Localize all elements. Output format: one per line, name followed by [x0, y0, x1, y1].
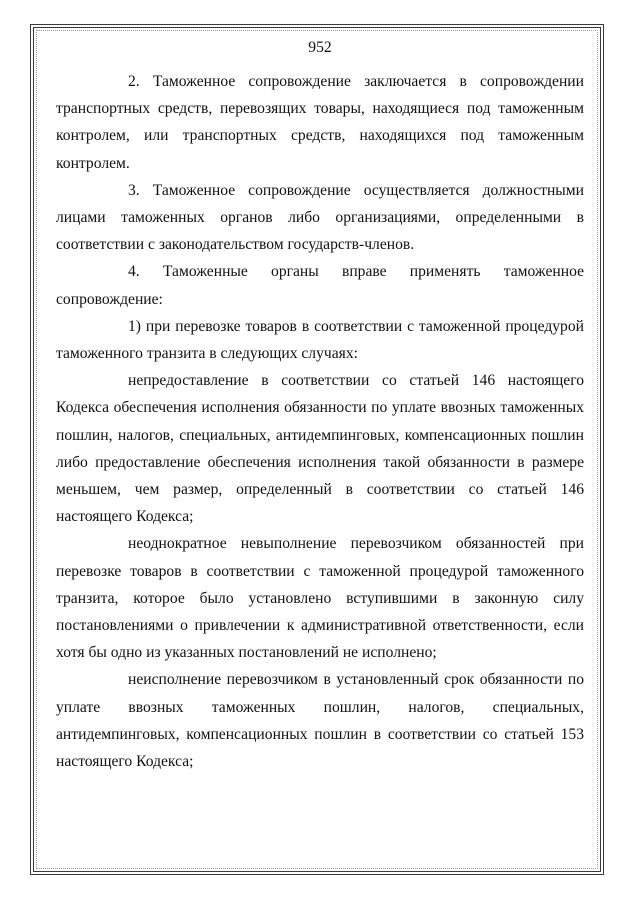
list-item: непредоставление в соответствии со статьей 146 настоящего Кодекса обеспечения исполнения обязанности по уплате ввозных таможенных пошлин, налогов, специальных, антидемпинговых, компенсационных пошлин либо предоставление обеспечения исполнения такой обязанности в размере меньшем, чем размер, определенный в соответствии со статьей 146 настоящего Кодекса; [56, 372, 584, 526]
list-item: неисполнение перевозчиком в установленный срок обязанности по уплате ввозных таможенных пошлин, налогов, специальных, антидемпинговых, компенсационных пошлин в соответствии со статьей 153 настоящего Кодекса; [56, 671, 584, 771]
page-number: 952 [308, 39, 332, 56]
paragraph-4: 4. Таможенные органы вправе применять таможенное сопровождение: [56, 263, 584, 308]
paragraph-3: 3. Таможенное сопровождение осуществляется должностными лицами таможенных органов либо организациями, определенными в соответствии с законодательством государств-членов. [56, 181, 584, 254]
paragraph-2: 2. Таможенное сопровождение заключается в сопровождении транспортных средств, перевозящих товары, находящиеся под таможенным контролем, или транспортных средств, находящихся под таможенным контролем. [56, 73, 584, 172]
subparagraph-1: 1) при перевозке товаров в соответствии с таможенной процедурой таможенного транзита в следующих случаях: [56, 317, 584, 363]
document-body [56, 28, 584, 775]
list-item: неоднократное невыполнение перевозчиком обязанностей при перевозке товаров в соответствии с таможенной процедурой таможенного транзита, которое было установлено вступившими в законную силу постановлениями о привлечении к административной ответственности, если хотя бы одно из указанных постановлений не исполнено; [56, 535, 584, 662]
